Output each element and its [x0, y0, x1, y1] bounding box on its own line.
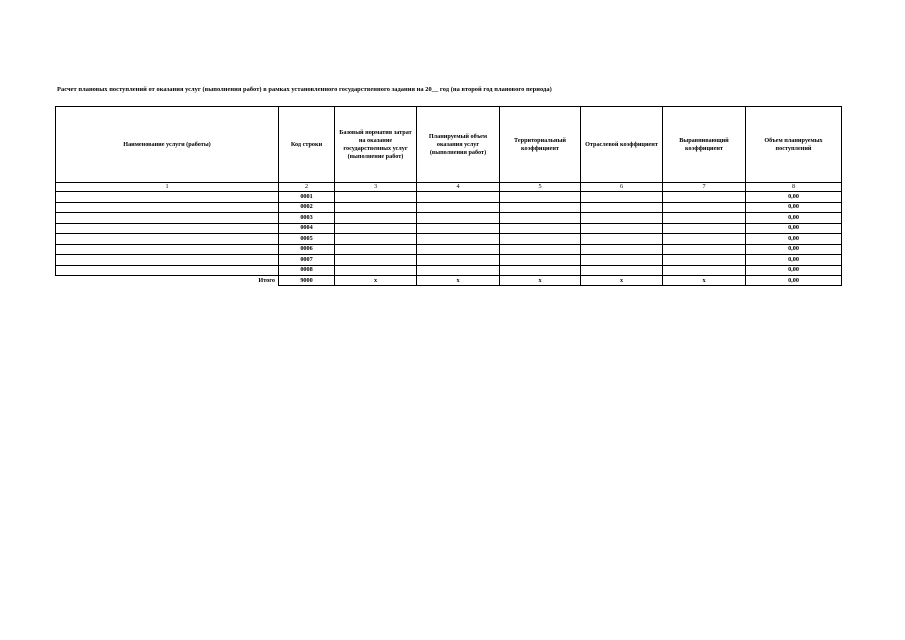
column-number: 8: [746, 183, 842, 192]
leveling-coef-cell: [663, 244, 746, 255]
leveling-coef-cell: [663, 234, 746, 245]
header-row: [56, 107, 842, 183]
leveling-coef-cell: [663, 192, 746, 203]
header-sector-coef: Отраслевой коэффициент: [581, 107, 663, 183]
sector-coef-cell: [581, 202, 663, 213]
total-planned-revenue-cell: 0,00: [746, 276, 842, 286]
revenue-calculation-table: [55, 106, 842, 286]
planned-volume-cell: [417, 202, 500, 213]
territorial-coef-cell: [500, 244, 581, 255]
leveling-coef-cell: [663, 202, 746, 213]
base-norm-cell: [335, 234, 417, 245]
base-norm-cell: [335, 223, 417, 234]
line-code-cell: 0005: [279, 234, 335, 245]
planned-revenue-cell: 0,00: [746, 255, 842, 266]
planned-volume-cell: [417, 223, 500, 234]
sector-coef-cell: [581, 223, 663, 234]
service-name-cell: [56, 265, 279, 276]
planned-volume-cell: [417, 244, 500, 255]
total-territorial-coef-cell: х: [500, 276, 581, 286]
territorial-coef-cell: [500, 265, 581, 276]
header-planned-revenue: Объем планируемых поступлений: [746, 107, 842, 183]
planned-volume-cell: [417, 265, 500, 276]
table-row: [56, 192, 842, 203]
territorial-coef-cell: [500, 213, 581, 224]
planned-revenue-cell: 0,00: [746, 213, 842, 224]
base-norm-cell: [335, 255, 417, 266]
service-name-cell: [56, 234, 279, 245]
service-name-cell: [56, 192, 279, 203]
line-code-cell: 0006: [279, 244, 335, 255]
sector-coef-cell: [581, 234, 663, 245]
table-row: [56, 265, 842, 276]
header-base-norm: Базовый норматив затрат на оказание государственных услуг (выполнение работ): [335, 107, 417, 183]
service-name-cell: [56, 255, 279, 266]
header-planned-volume: Планируемый объем оказания услуг (выполнения работ): [417, 107, 500, 183]
column-number: 6: [581, 183, 663, 192]
table-row: [56, 202, 842, 213]
table-row: [56, 244, 842, 255]
header-service-name: Наименование услуги (работы): [56, 107, 279, 183]
table-row: [56, 223, 842, 234]
territorial-coef-cell: [500, 223, 581, 234]
base-norm-cell: [335, 192, 417, 203]
sector-coef-cell: [581, 265, 663, 276]
header-leveling-coef: Выравнивающий коэффициент: [663, 107, 746, 183]
line-code-cell: 0004: [279, 223, 335, 234]
planned-volume-cell: [417, 213, 500, 224]
base-norm-cell: [335, 244, 417, 255]
column-number: 3: [335, 183, 417, 192]
leveling-coef-cell: [663, 213, 746, 224]
total-code-cell: 9000: [279, 276, 335, 286]
total-planned-volume-cell: х: [417, 276, 500, 286]
sector-coef-cell: [581, 255, 663, 266]
column-number: 2: [279, 183, 335, 192]
service-name-cell: [56, 213, 279, 224]
sector-coef-cell: [581, 192, 663, 203]
table-row: [56, 255, 842, 266]
total-row: [56, 276, 842, 286]
column-number: 1: [56, 183, 279, 192]
territorial-coef-cell: [500, 202, 581, 213]
form-title: Расчет плановых поступлений от оказания услуг (выполнения работ) в рамках установленного государственного задания на 20__ год (на второй год планового периода): [57, 86, 552, 93]
line-code-cell: 0008: [279, 265, 335, 276]
leveling-coef-cell: [663, 255, 746, 266]
column-number: 7: [663, 183, 746, 192]
planned-volume-cell: [417, 192, 500, 203]
territorial-coef-cell: [500, 192, 581, 203]
line-code-cell: 0001: [279, 192, 335, 203]
header-territorial-coef: Территориальный коэффициент: [500, 107, 581, 183]
line-code-cell: 0003: [279, 213, 335, 224]
planned-volume-cell: [417, 234, 500, 245]
sector-coef-cell: [581, 213, 663, 224]
leveling-coef-cell: [663, 223, 746, 234]
table-row: [56, 213, 842, 224]
total-base-norm-cell: х: [335, 276, 417, 286]
service-name-cell: [56, 202, 279, 213]
service-name-cell: [56, 244, 279, 255]
base-norm-cell: [335, 202, 417, 213]
planned-revenue-cell: 0,00: [746, 202, 842, 213]
territorial-coef-cell: [500, 234, 581, 245]
base-norm-cell: [335, 265, 417, 276]
territorial-coef-cell: [500, 255, 581, 266]
column-number-row: [56, 183, 842, 192]
column-number: 5: [500, 183, 581, 192]
sector-coef-cell: [581, 244, 663, 255]
line-code-cell: 0002: [279, 202, 335, 213]
header-line-code: Код строки: [279, 107, 335, 183]
planned-revenue-cell: 0,00: [746, 244, 842, 255]
total-leveling-coef-cell: х: [663, 276, 746, 286]
base-norm-cell: [335, 213, 417, 224]
planned-volume-cell: [417, 255, 500, 266]
column-number: 4: [417, 183, 500, 192]
planned-revenue-cell: 0,00: [746, 223, 842, 234]
service-name-cell: [56, 223, 279, 234]
total-label: Итого: [258, 276, 275, 284]
planned-revenue-cell: 0,00: [746, 265, 842, 276]
line-code-cell: 0007: [279, 255, 335, 266]
table-row: [56, 234, 842, 245]
planned-revenue-cell: 0,00: [746, 192, 842, 203]
leveling-coef-cell: [663, 265, 746, 276]
planned-revenue-cell: 0,00: [746, 234, 842, 245]
total-sector-coef-cell: х: [581, 276, 663, 286]
